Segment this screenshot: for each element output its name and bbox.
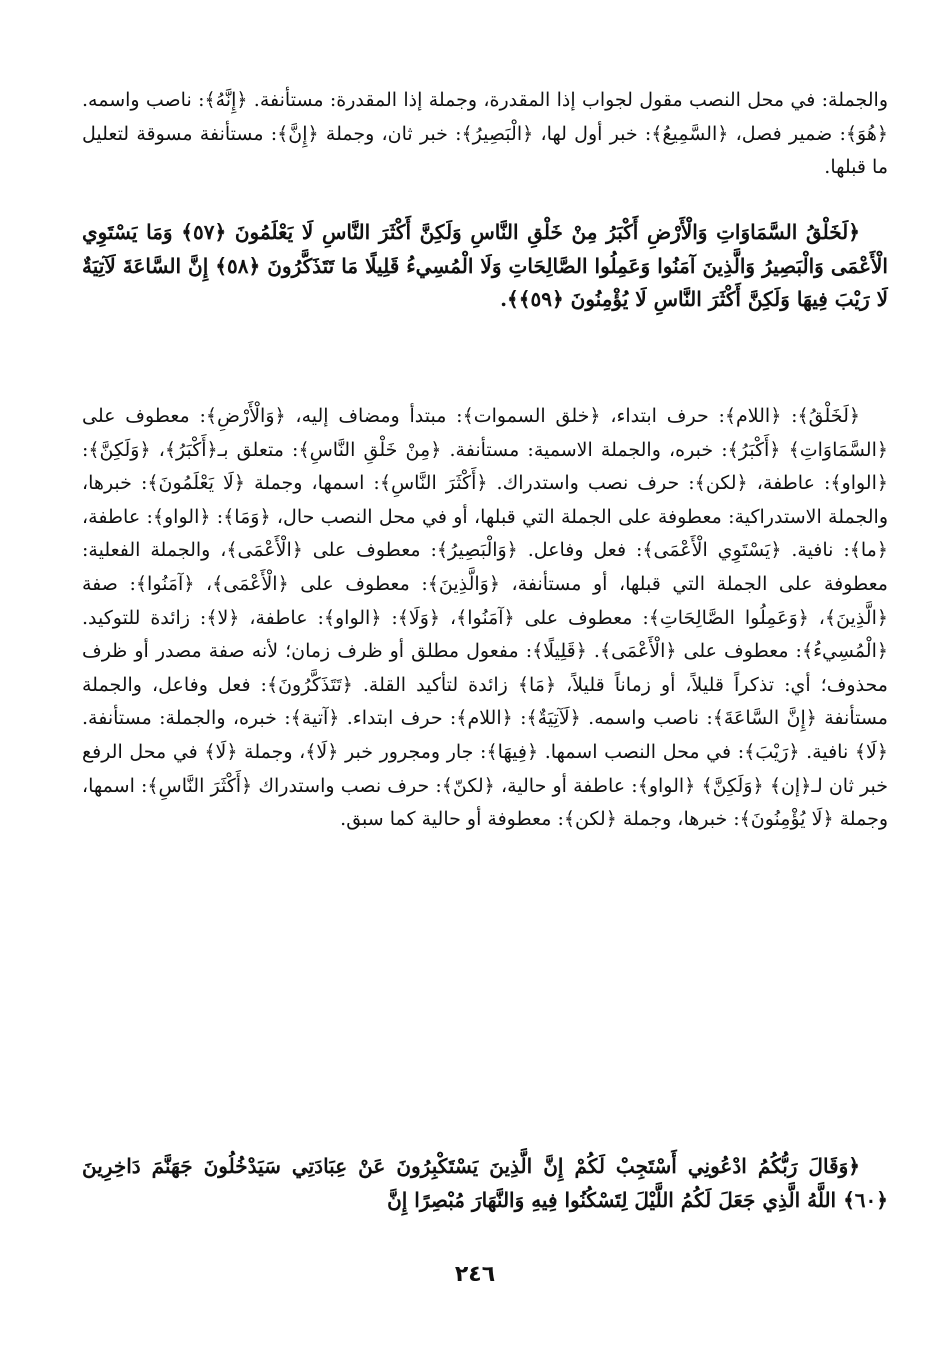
quran-verse-60-61: ﴿وَقَالَ رَبُّكُمُ ادْعُونِي أَسْتَجِبْ لَكُمْ إِنَّ الَّذِينَ يَسْتَكْبِرُونَ عَنْ عِبَادَتِي سَيَدْخُلُونَ جَهَنَّمَ دَاخِرِينَ ﴿٦٠﴾ اللَّهُ الَّذِي جَعَلَ لَكُمُ اللَّيْلَ لِتَسْكُنُوا فِيهِ وَالنَّهَارَ مُبْصِرًا إِنَّ [82,1154,888,1212]
quran-verse-57-59: ﴿لَخَلْقُ السَّمَاوَاتِ وَالْأَرْضِ أَكْبَرُ مِنْ خَلْقِ النَّاسِ وَلَكِنَّ أَكْثَرَ النَّاسِ لَا يَعْلَمُونَ ﴿٥٧﴾ وَمَا يَسْتَوِي الْأَعْمَى وَالْبَصِيرُ وَالَّذِينَ آمَنُوا وَعَمِلُوا الصَّالِحَاتِ وَلَا الْمُسِيءُ قَلِيلًا مَا تَتَذَكَّرُونَ ﴿٥٨﴾ إِنَّ السَّاعَةَ لَآتِيَةٌ لَا رَيْبَ فِيهَا وَلَكِنَّ أَكْثَرَ النَّاسِ لَا يُؤْمِنُونَ ﴿٥٩﴾﴾. [82,220,888,312]
page-number: ٢٤٦ [454,1262,496,1287]
intro-paragraph: والجملة: في محل النصب مقول لجواب إذا المقدرة، وجملة إذا المقدرة: مستأنفة. ﴿إِنَّهُ﴾: ناصب واسمه. ﴿هُوَ﴾: ضمير فصل، ﴿السَّمِيعُ﴾: خبر أول لها، ﴿الْبَصِيرُ﴾: خبر ثان، وجملة ﴿إِنَّ﴾: مستأنفة مسوقة لتعليل ما قبلها. [82,89,888,179]
grammar-analysis-paragraph: ﴿لَخَلْقُ﴾: ﴿اللام﴾: حرف ابتداء، ﴿خلق السموات﴾: مبتدأ ومضاف إليه، ﴿وَالْأَرْضِ﴾: معطوف على ﴿السَّمَاوَاتِ﴾ ﴿أَكْبَرُ﴾: خبره، والجملة الاسمية: مستأنفة. ﴿مِنْ خَلْقِ النَّاسِ﴾: متعلق بـ﴿أَكْبَرُ﴾، ﴿وَلَكِنَّ﴾: ﴿الواو﴾: عاطفة، ﴿لكن﴾: حرف نصب واستدراك. ﴿أَكْثَرَ النَّاسِ﴾: اسمها، وجملة ﴿لَا يَعْلَمُونَ﴾: خبرها، والجملة الاستدراكية: معطوفة على الجملة التي قبلها، أو في محل النصب حال، ﴿وَمَا﴾: ﴿الواو﴾: عاطفة، ﴿ما﴾: نافية. ﴿يَسْتَوِي الْأَعْمَى﴾: فعل وفاعل. ﴿وَالْبَصِيرُ﴾: معطوف على ﴿الْأَعْمَى﴾، والجملة الفعلية: معطوفة على الجملة التي قبلها، أو مستأنفة، ﴿وَالَّذِينَ﴾: معطوف على ﴿الْأَعْمَى﴾، ﴿آمَنُوا﴾: صفة ﴿الَّذِينَ﴾، ﴿وَعَمِلُوا الصَّالِحَاتِ﴾: معطوف على ﴿آمَنُوا﴾، ﴿وَلَا﴾: ﴿الواو﴾: عاطفة، ﴿لا﴾: زائدة للتوكيد. ﴿الْمُسِيءُ﴾: معطوف على ﴿الْأَعْمَى﴾. ﴿قَلِيلًا﴾: مفعول مطلق أو ظرف زمان؛ لأنه صفة مصدر أو ظرف محذوف؛ أي: تذكراً قليلاً، أو زماناً قليلاً، ﴿مَا﴾ زائدة لتأكيد القلة. ﴿تَتَذَكَّرُونَ﴾: فعل وفاعل، والجملة مستأنفة ﴿إِنَّ السَّاعَةَ﴾: ناصب واسمه. ﴿لَآتِيَةٌ﴾: ﴿اللام﴾: حرف ابتداء. ﴿آتية﴾: خبره، والجملة: مستأنفة. ﴿لَا﴾ نافية. ﴿رَيْبَ﴾: في محل النصب اسمها. ﴿فِيهَا﴾: جار ومجرور خبر ﴿لَا﴾، وجملة ﴿لَا﴾ في محل الرفع خبر ثان لـ﴿إن﴾ ﴿وَلَكِنَّ﴾ ﴿الواو﴾: عاطفة أو حالية، ﴿لكنّ﴾: حرف نصب واستدراك ﴿أَكْثَرَ النَّاسِ﴾: اسمها، وجملة ﴿لَا يُؤْمِنُونَ﴾: خبرها، وجملة ﴿لكن﴾: معطوفة أو حالية كما سبق. [82,405,888,831]
